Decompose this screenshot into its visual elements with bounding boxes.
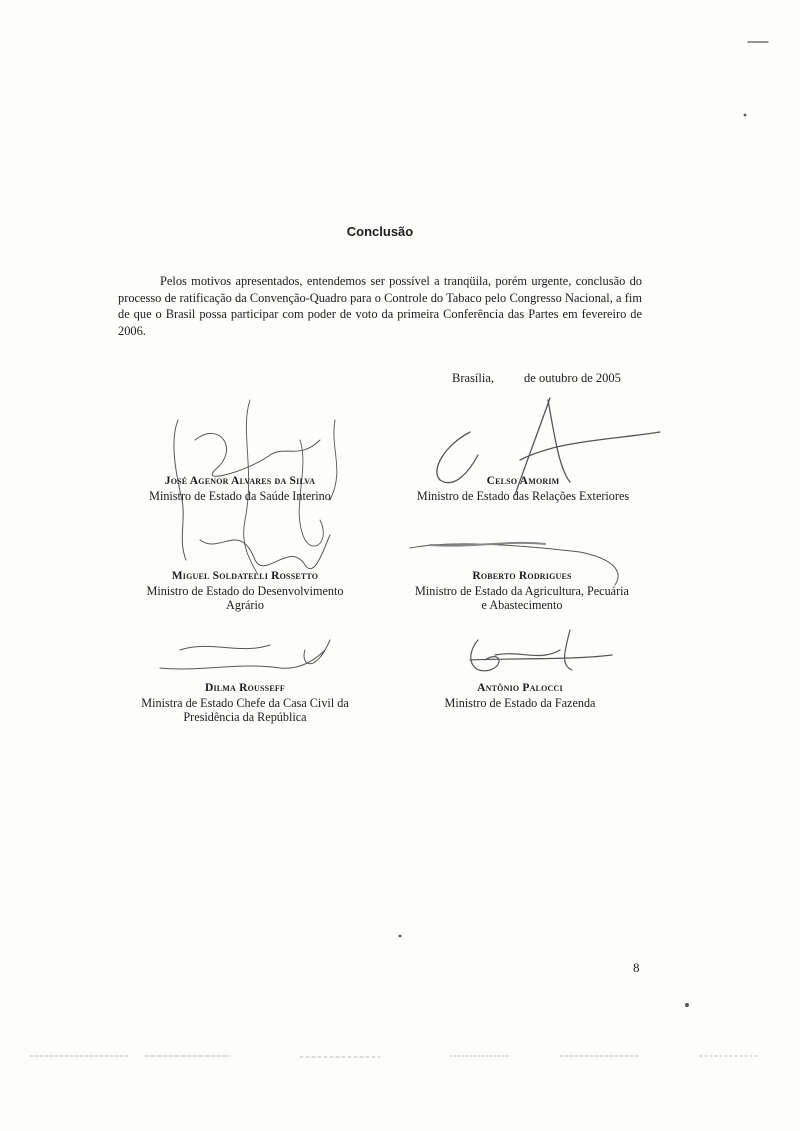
signatory-name: Antônio Palocci bbox=[477, 682, 563, 694]
scan-dot bbox=[399, 935, 401, 937]
signatory-title: e Abastecimento bbox=[481, 598, 563, 612]
signatory-name: Roberto Rodrigues bbox=[472, 570, 572, 582]
signatory-title: Ministro de Estado do Desenvolvimento bbox=[146, 583, 344, 598]
signatory-title: Ministro de Estado da Agricultura, Pecuária bbox=[415, 583, 629, 598]
signatory-name: Dilma Rousseff bbox=[204, 682, 286, 694]
signatory-name: José Agenor Alvares da Silva bbox=[164, 475, 316, 487]
signatory-title: Presidência da República bbox=[183, 710, 307, 724]
signatory-block bbox=[384, 569, 660, 613]
date-place: Brasília, bbox=[452, 371, 495, 385]
signatory-title: Ministro de Estado da Fazenda bbox=[444, 695, 596, 710]
signatory-title: Ministra de Estado Chefe da Casa Civil da bbox=[141, 695, 349, 710]
scan-dot bbox=[744, 114, 746, 116]
date-rest: de outubro de 2005 bbox=[524, 371, 621, 385]
signature-scribble bbox=[200, 535, 330, 569]
signatory-title: Ministro de Estado da Saúde Interino bbox=[149, 488, 331, 503]
signatory-block bbox=[400, 681, 640, 710]
signature-scribble bbox=[195, 433, 320, 476]
signatory-title: Ministro de Estado das Relações Exteriores bbox=[416, 488, 630, 503]
scan-dot bbox=[686, 1004, 689, 1007]
paragraph-text: Pelos motivos apresentados, entendemos ser possível a tranqüila, porém urgente, conclusão do processo de ratificação da Convenção-Quadro para o Controle do Tabaco pelo Congresso Nacional, a fim de que o Brasil possa participar com poder de voto da primeira Conferência das Partes em fevereiro de 2006. bbox=[118, 274, 642, 338]
signatory-block bbox=[120, 569, 370, 613]
signatory-block bbox=[120, 474, 360, 503]
heading-text: Conclusão bbox=[346, 224, 414, 239]
page-number: 8 bbox=[633, 960, 640, 975]
signatory-name: Miguel Soldatelli Rossetto bbox=[171, 570, 319, 582]
page-title bbox=[0, 224, 760, 239]
date-line bbox=[452, 371, 621, 386]
signatory-name: Celso Amorim bbox=[486, 475, 560, 487]
conclusion-paragraph bbox=[118, 273, 642, 339]
signatory-block bbox=[120, 681, 370, 725]
signature-scribble bbox=[160, 640, 330, 669]
signatory-block bbox=[388, 474, 658, 503]
signature-scribble bbox=[470, 630, 612, 671]
signatory-title: Agrário bbox=[226, 598, 264, 612]
